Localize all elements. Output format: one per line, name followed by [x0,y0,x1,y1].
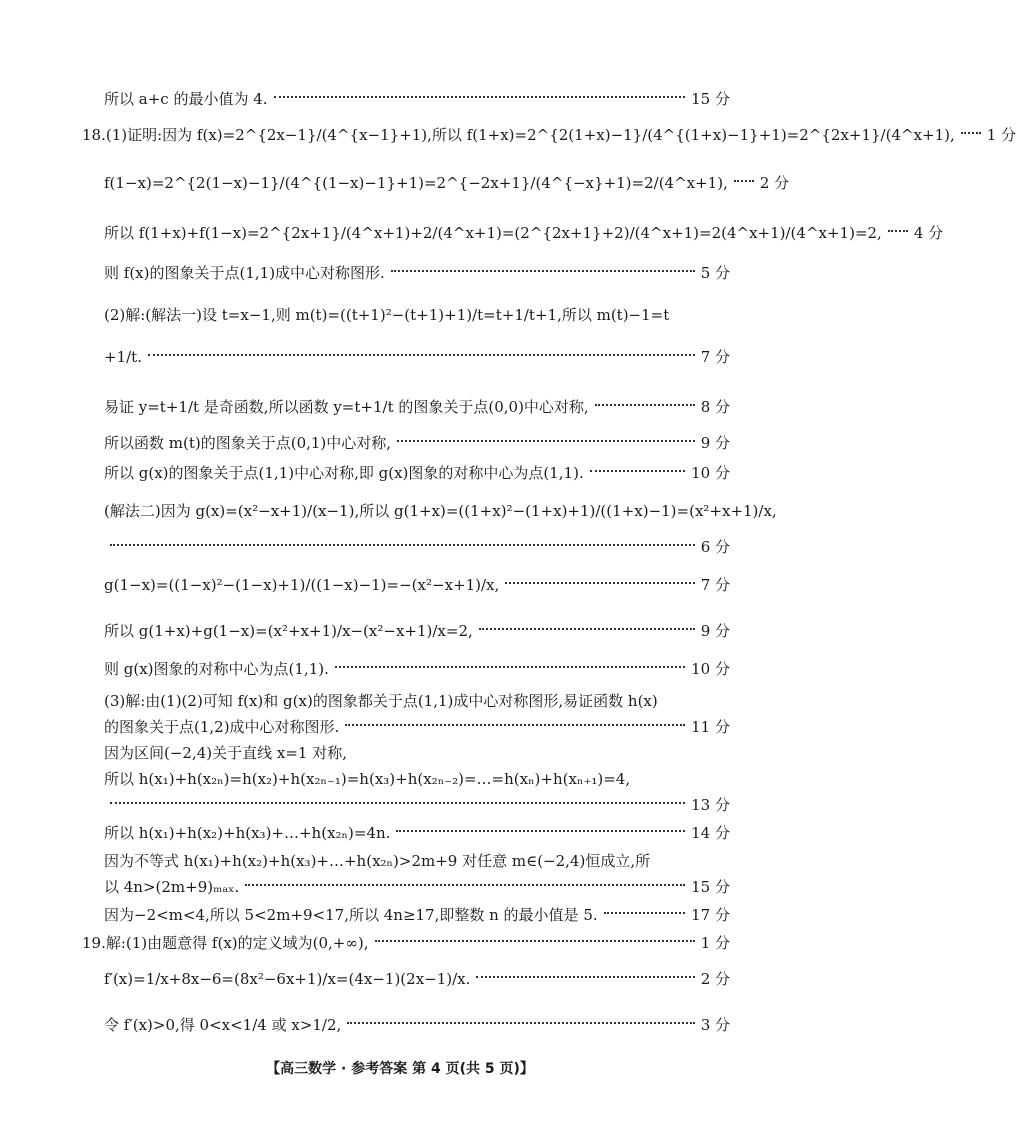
line-text: +1/t. [104,348,142,366]
score-points: 4 分 [913,224,944,242]
leader-dots [375,940,695,942]
score-points: 1 分 [986,126,1016,144]
score-points: 13 分 [691,796,730,814]
line-text: (2)解:(解法一)设 t=x−1,则 m(t)=((t+1)²−(t+1)+1)/t=t+1/t+1,所以 m(t)−1=t [104,306,670,324]
answer-line-26 [104,972,730,987]
score-points: 9 分 [700,622,730,640]
line-text: 所以函数 m(t)的图象关于点(0,1)中心对称, [104,434,392,452]
score-points: 15 分 [691,878,730,896]
score-points: 2 分 [700,970,730,988]
score-points: 15 分 [691,90,730,108]
answer-line-7 [104,350,730,365]
answer-line-11 [104,502,777,520]
answer-line-23 [104,880,730,895]
line-text: 所以 h(x₁)+h(x₂ₙ)=h(x₂)+h(x₂ₙ₋₁)=h(x₃)+h(x₂ₙ₋₂)=…=h(xₙ)+h(xₙ₊₁)=4, [104,770,631,788]
answer-line-14 [104,624,730,639]
line-text: 所以 f(1+x)+f(1−x)=2^{2x+1}/(4^x+1)+2/(4^x+1)=(2^{2x+1}+2)/(4^x+1)=2(4^x+1)/(4^x+1)=2, [104,224,882,242]
line-text: f′(x)=1/x+8x−6=(8x²−6x+1)/x=(4x−1)(2x−1)/x. [104,970,471,988]
score-points: 9 分 [700,434,730,452]
line-text: 易证 y=t+1/t 是奇函数,所以函数 y=t+1/t 的图象关于点(0,0)中心对称, [104,398,589,416]
answer-line-16 [104,694,730,709]
leader-dots [345,724,685,726]
score-points: 11 分 [691,718,730,736]
answer-line-20 [104,798,730,813]
leader-dots [148,354,695,356]
leader-dots [604,912,686,914]
page-footer: 【高三数学 · 参考答案 第 4 页(共 5 页)】 [266,1061,534,1077]
score-points: 8 分 [700,398,730,416]
line-text: 所以 h(x₁)+h(x₂)+h(x₃)+…+h(x₂ₙ)=4n. [104,824,391,842]
leader-dots [734,180,754,182]
score-points: 3 分 [700,1016,730,1034]
answer-line-15 [104,662,730,677]
line-text: 所以 g(1+x)+g(1−x)=(x²+x+1)/x−(x²−x+1)/x=2, [104,622,473,640]
leader-dots [595,404,695,406]
leader-dots [397,440,695,442]
score-points: 10 分 [691,464,730,482]
line-text: 所以 a+c 的最小值为 4. [104,90,268,108]
score-points: 17 分 [691,906,730,924]
leader-dots [347,1022,694,1024]
answer-line-25 [82,936,730,951]
answer-line-12 [104,540,730,555]
score-points: 10 分 [691,660,730,678]
answer-line-27 [104,1018,730,1033]
answer-line-21 [104,826,730,841]
answer-line-17 [104,720,730,735]
score-points: 1 分 [700,934,730,952]
line-text: 则 f(x)的图象关于点(1,1)成中心对称图形. [104,264,385,282]
answer-line-6 [104,308,730,323]
answer-line-24 [104,908,730,923]
answer-line-1 [104,92,730,107]
leader-dots [110,544,695,546]
answer-line-5 [104,266,730,281]
line-text: 所以 g(x)的图象关于点(1,1)中心对称,即 g(x)图象的对称中心为点(1,1). [104,464,584,482]
leader-dots [590,470,685,472]
line-text: 因为−2<m<4,所以 5<2m+9<17,所以 4n≥17,即整数 n 的最小值是 5. [104,906,598,924]
line-text: 19.解:(1)由题意得 f(x)的定义域为(0,+∞), [82,934,369,952]
leader-dots [961,132,981,134]
leader-dots [505,582,694,584]
answer-line-2 [82,126,1016,144]
line-text: f(1−x)=2^{2(1−x)−1}/(4^{(1−x)−1}+1)=2^{−2x+1}/(4^{−x}+1)=2/(4^x+1), [104,174,728,192]
line-text: 18.(1)证明:因为 f(x)=2^{2x−1}/(4^{x−1}+1),所以 f(1+x)=2^{2(1+x)−1}/(4^{(1+x)−1}+1)=2^{2x+1}/(4^x+1), [82,126,955,144]
leader-dots [245,884,685,886]
line-text: 因为不等式 h(x₁)+h(x₂)+h(x₃)+…+h(x₂ₙ)>2m+9 对任意 m∈(−2,4)恒成立,所 [104,852,651,870]
leader-dots [479,628,695,630]
score-points: 7 分 [700,348,730,366]
line-text: g(1−x)=((1−x)²−(1−x)+1)/((1−x)−1)=−(x²−x+1)/x, [104,576,500,594]
score-points: 5 分 [700,264,730,282]
leader-dots [391,270,695,272]
line-text: 的图象关于点(1,2)成中心对称图形. [104,718,340,736]
leader-dots [335,666,685,668]
line-text: 因为区间(−2,4)关于直线 x=1 对称, [104,744,348,762]
leader-dots [274,96,686,98]
line-text: 则 g(x)图象的对称中心为点(1,1). [104,660,329,678]
leader-dots [476,976,694,978]
leader-dots [396,830,685,832]
score-points: 7 分 [700,576,730,594]
answer-line-4 [104,224,944,242]
leader-dots [110,802,685,804]
answer-line-19 [104,772,730,787]
score-points: 6 分 [700,538,730,556]
line-text: (解法二)因为 g(x)=(x²−x+1)/(x−1),所以 g(1+x)=((1+x)²−(1+x)+1)/((1+x)−1)=(x²+x+1)/x, [104,502,777,520]
answer-line-10 [104,466,730,481]
answer-line-13 [104,578,730,593]
score-points: 2 分 [759,174,790,192]
line-text: (3)解:由(1)(2)可知 f(x)和 g(x)的图象都关于点(1,1)成中心对称图形,易证函数 h(x) [104,692,658,710]
leader-dots [888,230,908,232]
line-text: 以 4n>(2m+9)ₘₐₓ. [104,878,240,896]
answer-line-9 [104,436,730,451]
line-text: 令 f′(x)>0,得 0<x<1/4 或 x>1/2, [104,1016,342,1034]
answer-line-18 [104,746,730,761]
answer-line-22 [104,854,730,869]
answer-line-3 [104,174,790,192]
answer-line-8 [104,400,730,415]
score-points: 14 分 [691,824,730,842]
